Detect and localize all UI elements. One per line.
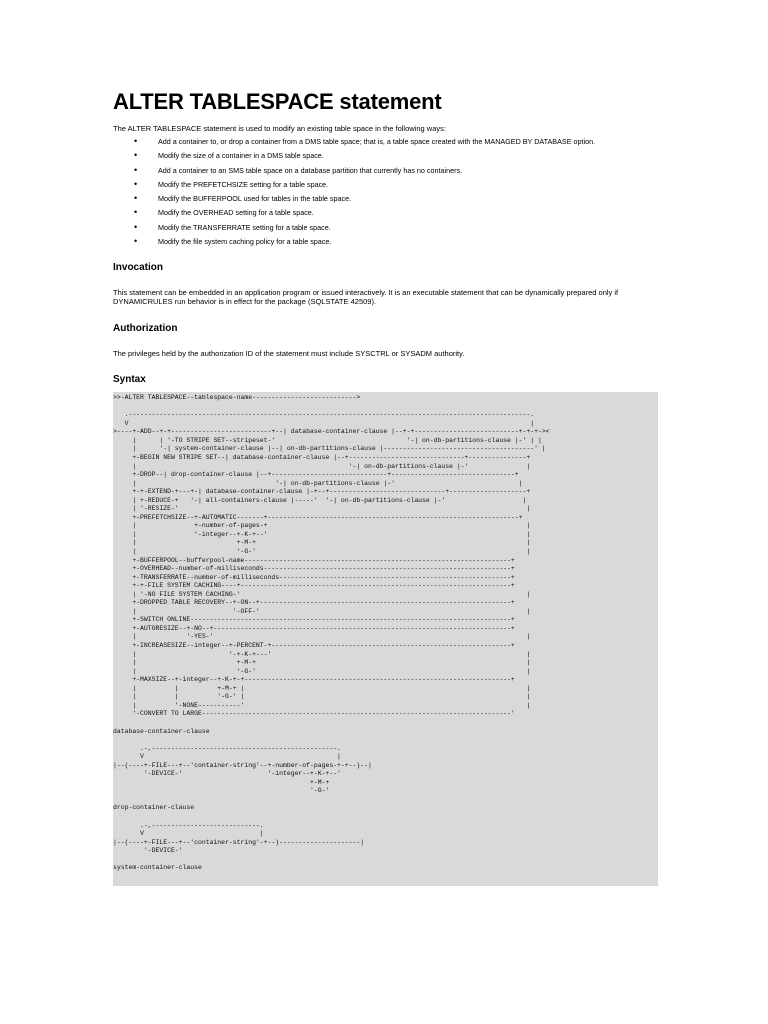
list-item: • Modify the BUFFERPOOL used for tables in the table space.: [134, 193, 352, 204]
syntax-heading: Syntax: [113, 374, 146, 386]
authorization-heading: Authorization: [113, 322, 178, 334]
authorization-text: The privileges held by the authorization ID of the statement must include SYSCTRL or SYSADM authority.: [113, 348, 465, 358]
invocation-heading: Invocation: [113, 261, 164, 273]
syntax-diagram-box: [113, 392, 658, 886]
list-item: • Modify the file system caching policy for a table space.: [134, 235, 332, 246]
list-item: • Modify the OVERHEAD setting for a table space.: [134, 207, 314, 218]
bullet-icon: •: [134, 235, 138, 246]
bullet-icon: •: [134, 207, 138, 218]
list-item: • Add a container to an SMS table space on a database partition that currently has no containers.: [134, 164, 463, 175]
invocation-text: This statement can be embedded in an application program or issued interactively. It is an executable statement that can be dynamically prepared only if DYNAMICRULES run behavior is in effect for the package (SQLSTATE 42509).: [113, 287, 619, 306]
intro-paragraph: The ALTER TABLESPACE statement is used to modify an existing table space in the following ways:: [113, 124, 446, 133]
syntax-diagram: >>-ALTER TABLESPACE--tablespace-name---------------------------> .--------------------------------------------------------------------------------------------------------. V | >----+-ADD--+-+--------------------------+--| database-container-clause |--+-+---------------------------+-+-+->< | | '-TO STRIPE SET--stripeset-' '-| on-db-partitions-clause |-' | | | '-| system-container-clause |--| on-db-partitions-clause |---------------------------------------' | +-BEGIN NEW STRIPE SET--| database-container-clause |--+------------------------------+---------------+ | '-| on-db-partitions-clause |-' | +-DROP--| drop-container-clause |--+------------------------------+--------------------------------+ | '-| on-db-partitions-clause |-' | +-+-EXTEND-+---+-| database-container-clause |-+--+------------------------------+--------------------+ | +-REDUCE-+ '-| all-containers-clause |-----' '-| on-db-partitions-clause |-' | | '-RESIZE-' | +-PREFETCHSIZE--+-AUTOMATIC-------+-----------------------------------------------------------------+ | +-number-of-pages-+ | | '-integer--+-K-+--' | | +-M-+ | | '-G-' | +-BUFFERPOOL--bufferpool-name---------------------------------------------------------------------+ +-OVERHEAD--number-of-milliseconds----------------------------------------------------------------+ +-TRANSFERRATE--number-of-milliseconds------------------------------------------------------------+ +-+-FILE SYSTEM CACHING----+----------------------------------------------------------------------+ | '-NO FILE SYSTEM CACHING-' | +-DROPPED TABLE RECOVERY--+-ON--+-----------------------------------------------------------------+ | '-OFF-' | +-SWITCH ONLINE-----------------------------------------------------------------------------------+ +-AUTORESIZE--+-NO--+-----------------------------------------------------------------------------+ | '-YES-' | +-INCREASESIZE--integer--+-PERCENT-+--------------------------------------------------------------+ | '-+-K-+---' | | +-M-+ | | '-G-' | +-MAXSIZE--+-integer--+-K-+-+---------------------------------------------------------------------+ | | +-M-+ | | | | '-G-' | | | '-NONE-----------' | '-CONVERT TO LARGE--------------------------------------------------------------------------------' database-container-clause .-,------------------------------------------------. V | |--(----+-FILE---+--'container-string'--+-number-of-pages-+-+--)--| '-DEVICE-' '-integer--+-K-+--' +-M-+ '-G-' drop-container-clause .-,----------------------------. V | |--(----+-FILE---+--'container-string'-+--)---------------------| '-DEVICE-' system-container-clause: [113, 394, 550, 872]
bullet-icon: •: [134, 193, 138, 204]
bullet-icon: •: [134, 150, 138, 161]
list-item: • Modify the size of a container in a DMS table space.: [134, 150, 324, 161]
modification-list: [113, 138, 658, 247]
bullet-icon: •: [134, 136, 138, 146]
bullet-icon: •: [134, 221, 138, 232]
list-item: • Add a container to, or drop a container from a DMS table space; that is, a table space created with the MANAGED BY DATABASE option.: [134, 136, 596, 146]
list-item: • Modify the PREFETCHSIZE setting for a table space.: [134, 178, 329, 189]
bullet-icon: •: [134, 178, 138, 189]
bullet-icon: •: [134, 164, 138, 175]
document-page: [113, 88, 658, 886]
list-item: • Modify the TRANSFERRATE setting for a table space.: [134, 221, 331, 232]
page-title: ALTER TABLESPACE statement: [113, 89, 442, 114]
